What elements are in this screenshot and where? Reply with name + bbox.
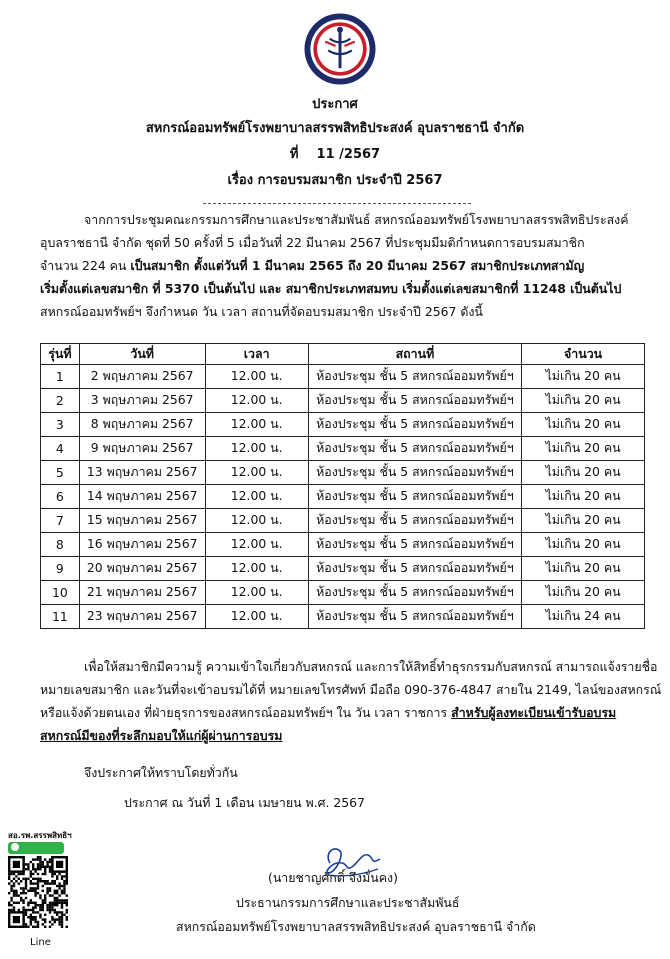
signer-organization: สหกรณ์ออมทรัพย์โรงพยาบาลสรรพสิทธิประสงค์ อุบลราชธานี จำกัด (176, 919, 536, 934)
cell-location: ห้องประชุม ชั้น 5 สหกรณ์ออมทรัพย์ฯ (308, 485, 522, 509)
cooperative-logo (303, 12, 377, 86)
header-location: สถานที่ (308, 344, 522, 365)
header-time: เวลา (205, 344, 308, 365)
table-row (41, 509, 645, 533)
notice-line-3-underlined: สำหรับผู้ลงทะเบียนเข้ารับอบรม (451, 705, 617, 720)
cell-capacity: ไม่เกิน 20 คน (522, 365, 645, 389)
cell-batch: 6 (41, 485, 80, 509)
cell-batch: 1 (41, 365, 80, 389)
header-date: วันที่ (79, 344, 205, 365)
cell-location: ห้องประชุม ชั้น 5 สหกรณ์ออมทรัพย์ฯ (308, 461, 522, 485)
cell-capacity: ไม่เกิน 20 คน (522, 389, 645, 413)
cell-time: 12.00 น. (205, 437, 308, 461)
table-header-row (41, 344, 645, 365)
cell-time: 12.00 น. (205, 413, 308, 437)
cell-date: 21 พฤษภาคม 2567 (79, 581, 205, 605)
cell-batch: 9 (41, 557, 80, 581)
cell-capacity: ไม่เกิน 20 คน (522, 557, 645, 581)
cell-batch: 8 (41, 533, 80, 557)
closing-line: จึงประกาศให้ทราบโดยทั่วกัน (84, 765, 238, 780)
cell-date: 23 พฤษภาคม 2567 (79, 605, 205, 629)
intro-line-2: อุบลราชธานี จำกัด ชุดที่ 50 ครั้งที่ 5 เมื่อวันที่ 22 มีนาคม 2567 ที่ประชุมมีมติกำหนดการอบรมสมาชิก (40, 235, 585, 250)
cell-date: 3 พฤษภาคม 2567 (79, 389, 205, 413)
cell-capacity: ไม่เกิน 20 คน (522, 533, 645, 557)
cell-capacity: ไม่เกิน 20 คน (522, 461, 645, 485)
cell-date: 20 พฤษภาคม 2567 (79, 557, 205, 581)
table-row (41, 605, 645, 629)
notice-line-3 (40, 702, 616, 725)
notice-line-2: หมายเลขสมาชิก และวันที่จะเข้าอบรมได้ที่ หมายเลขโทรศัพท์ มือถือ 090-376-4847 สายใน 2149, ไลน์ของสหกรณ์ (40, 682, 662, 697)
signer-position: ประธานกรรมการศึกษาและประชาสัมพันธ์ (236, 895, 460, 910)
table-row (41, 461, 645, 485)
cell-date: 8 พฤษภาคม 2567 (79, 413, 205, 437)
table-row (41, 365, 645, 389)
dashed-divider (203, 203, 471, 204)
cell-batch: 7 (41, 509, 80, 533)
cell-date: 15 พฤษภาคม 2567 (79, 509, 205, 533)
notice-line-1: เพื่อให้สมาชิกมีความรู้ ความเข้าใจเกี่ยวกับสหกรณ์ และการให้สิทธิ์ทำธุรกรรมกับสหกรณ์ สามารถแจ้งรายชื่อ (84, 659, 658, 674)
cell-capacity: ไม่เกิน 20 คน (522, 437, 645, 461)
announcement-date: ประกาศ ณ วันที่ 1 เดือน เมษายน พ.ศ. 2567 (124, 795, 365, 810)
cell-capacity: ไม่เกิน 20 คน (522, 485, 645, 509)
cell-location: ห้องประชุม ชั้น 5 สหกรณ์ออมทรัพย์ฯ (308, 437, 522, 461)
announcement-number: ที่ 11 /2567 (289, 147, 381, 162)
signer-name: (นายชาญศักดิ์ จึงมั่นคง) (268, 870, 398, 885)
line-id-badge[interactable] (8, 842, 64, 854)
table-row (41, 581, 645, 605)
cell-batch: 2 (41, 389, 80, 413)
cell-date: 9 พฤษภาคม 2567 (79, 437, 205, 461)
intro-line-1: จากการประชุมคณะกรรมการศึกษาและประชาสัมพันธ์ สหกรณ์ออมทรัพย์โรงพยาบาลสรรพสิทธิประสงค์ (84, 212, 629, 227)
cell-time: 12.00 น. (205, 605, 308, 629)
cell-capacity: ไม่เกิน 20 คน (522, 509, 645, 533)
qr-label: สอ.รพ.สรรพสิทธิฯ (8, 831, 72, 840)
cell-time: 12.00 น. (205, 557, 308, 581)
cell-time: 12.00 น. (205, 581, 308, 605)
cell-time: 12.00 น. (205, 509, 308, 533)
announcement-title: ประกาศ (312, 97, 358, 112)
table-row (41, 413, 645, 437)
table-row (41, 485, 645, 509)
qr-caption: Line (30, 937, 51, 948)
cell-location: ห้องประชุม ชั้น 5 สหกรณ์ออมทรัพย์ฯ (308, 413, 522, 437)
cell-time: 12.00 น. (205, 533, 308, 557)
cell-location: ห้องประชุม ชั้น 5 สหกรณ์ออมทรัพย์ฯ (308, 605, 522, 629)
intro-line-3 (40, 255, 584, 278)
cell-date: 14 พฤษภาคม 2567 (79, 485, 205, 509)
cell-time: 12.00 น. (205, 365, 308, 389)
cell-time: 12.00 น. (205, 461, 308, 485)
table-row (41, 437, 645, 461)
header-batch: รุ่นที่ (41, 344, 80, 365)
schedule-table (40, 343, 645, 629)
table-row (41, 557, 645, 581)
notice-line-3-plain: หรือแจ้งด้วยตนเอง ที่ฝ่ายธุรการของสหกรณ์ออมทรัพย์ฯ ใน วัน เวลา ราชการ (40, 705, 452, 720)
cell-date: 2 พฤษภาคม 2567 (79, 365, 205, 389)
announcement-subject: เรื่อง การอบรมสมาชิก ประจำปี 2567 (227, 173, 443, 188)
cell-batch: 5 (41, 461, 80, 485)
header-capacity: จำนวน (522, 344, 645, 365)
table-row (41, 389, 645, 413)
cell-batch: 11 (41, 605, 80, 629)
cell-location: ห้องประชุม ชั้น 5 สหกรณ์ออมทรัพย์ฯ (308, 557, 522, 581)
intro-line-5: สหกรณ์ออมทรัพย์ฯ จึงกำหนด วัน เวลา สถานที่จัดอบรมสมาชิก ประจำปี 2567 ดังนี้ (40, 304, 483, 319)
cell-capacity: ไม่เกิน 24 คน (522, 605, 645, 629)
notice-line-4: สหกรณ์มีของที่ระลึกมอบให้แก่ผู้ผ่านการอบรม (40, 728, 283, 743)
cell-location: ห้องประชุม ชั้น 5 สหกรณ์ออมทรัพย์ฯ (308, 581, 522, 605)
intro-line-4: เริ่มตั้งแต่เลขสมาชิก ที่ 5370 เป็นต้นไป และ สมาชิกประเภทสมทบ เริ่มตั้งแต่เลขสมาชิกที่ 11248 เป็นต้นไป (40, 281, 622, 296)
intro-line-3-plain: จำนวน 224 คน (40, 258, 131, 273)
cell-location: ห้องประชุม ชั้น 5 สหกรณ์ออมทรัพย์ฯ (308, 389, 522, 413)
cell-location: ห้องประชุม ชั้น 5 สหกรณ์ออมทรัพย์ฯ (308, 365, 522, 389)
cell-location: ห้องประชุม ชั้น 5 สหกรณ์ออมทรัพย์ฯ (308, 509, 522, 533)
cell-capacity: ไม่เกิน 20 คน (522, 413, 645, 437)
cell-capacity: ไม่เกิน 20 คน (522, 581, 645, 605)
cell-location: ห้องประชุม ชั้น 5 สหกรณ์ออมทรัพย์ฯ (308, 533, 522, 557)
cell-date: 13 พฤษภาคม 2567 (79, 461, 205, 485)
line-qr-code[interactable] (8, 856, 68, 928)
table-row (41, 533, 645, 557)
cell-batch: 3 (41, 413, 80, 437)
cell-time: 12.00 น. (205, 389, 308, 413)
cell-date: 16 พฤษภาคม 2567 (79, 533, 205, 557)
intro-line-3-bold: เป็นสมาชิก ตั้งแต่วันที่ 1 มีนาคม 2565 ถึง 20 มีนาคม 2567 สมาชิกประเภทสามัญ (130, 258, 585, 273)
cell-batch: 4 (41, 437, 80, 461)
cell-batch: 10 (41, 581, 80, 605)
cell-time: 12.00 น. (205, 485, 308, 509)
organization-name: สหกรณ์ออมทรัพย์โรงพยาบาลสรรพสิทธิประสงค์ อุบลราชธานี จำกัด (145, 121, 525, 136)
line-icon (11, 843, 19, 851)
